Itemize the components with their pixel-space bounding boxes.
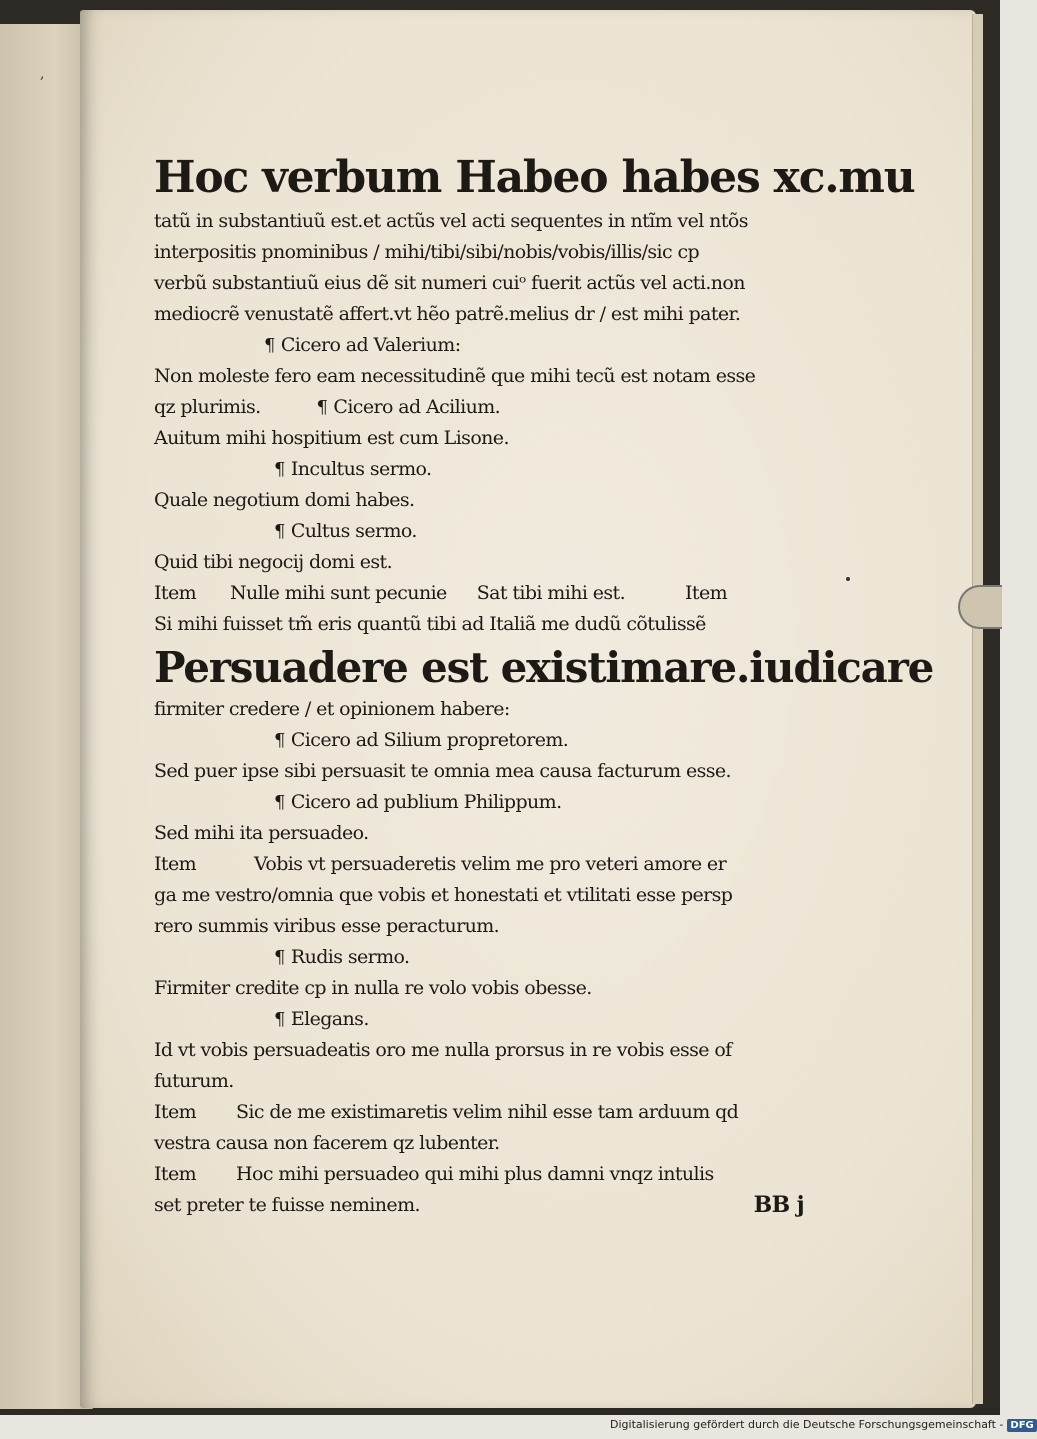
body-line: tatũ in substantiuũ est.et actũs vel acti sequentes in ntĩm vel ntõs — [154, 210, 748, 232]
pilcrow-icon: ¶ — [316, 397, 328, 418]
body-line: vestra causa non facerem qz lubenter. — [154, 1132, 500, 1154]
signature-mark: BB j — [753, 1192, 804, 1218]
body-line: Item Sic de me existimaretis velim nihil esse tam arduum qd — [154, 1101, 739, 1123]
body-line: Item Hoc mihi persuadeo qui mihi plus damni vnqz intulis — [154, 1163, 714, 1185]
body-line: Sed mihi ita persuadeo. — [154, 822, 369, 844]
ink-dot — [846, 577, 850, 581]
rubric: ¶ Cicero ad Silium propretorem. — [274, 729, 569, 751]
body-line: Id vt vobis persuadeatis oro me nulla prorsus in re vobis esse of — [154, 1039, 732, 1061]
dfg-logo-icon: DFG — [1007, 1419, 1036, 1432]
pilcrow-icon: ¶ — [274, 521, 285, 542]
heading-habeo: Hoc verbum Habeo habes xc.mu — [154, 152, 915, 203]
body-line: verbũ substantiuũ eius dẽ sit numeri cuiᵒ fuerit actũs vel acti.non — [154, 272, 745, 294]
page-tab — [958, 585, 1002, 629]
rubric: ¶ Cicero ad publium Philippum. — [274, 791, 562, 813]
body-line: Quid tibi negocij domi est. — [154, 551, 393, 573]
rubric: ¶ Incultus sermo. — [274, 458, 432, 480]
body-line: Sed puer ipse sibi persuasit te omnia mea causa facturum esse. — [154, 760, 731, 782]
body-line: Item Nulle mihi sunt pecunie Sat tibi mihi est. Item — [154, 582, 728, 604]
rubric: ¶ Cultus sermo. — [274, 520, 417, 542]
body-line: Item Vobis vt persuaderetis velim me pro veteri amore er — [154, 853, 727, 875]
body-line: set preter te fuisse neminem. BB j — [154, 1190, 804, 1221]
body-line: interpositis pnominibus / mihi/tibi/sibi/nobis/vobis/illis/sic cp — [154, 241, 700, 263]
body-line: Non moleste fero eam necessitudinẽ que mihi tecũ est notam esse — [154, 365, 756, 387]
page-edge — [972, 14, 983, 1404]
body-line: Firmiter credite cp in nulla re volo vobis obesse. — [154, 977, 592, 999]
footer-credit: Digitalisierung gefördert durch die Deutsche Forschungsgemeinschaft - DFG — [610, 1418, 1037, 1432]
pilcrow-icon: ¶ — [274, 947, 285, 968]
body-line: Auitum mihi hospitium est cum Lisone. — [154, 427, 509, 449]
body-line: mediocrẽ venustatẽ affert.vt hẽo patrẽ.melius dr / est mihi pater. — [154, 303, 741, 325]
body-line: futurum. — [154, 1070, 234, 1092]
page-text — [154, 150, 934, 1221]
body-line: rero summis viribus esse peracturum. — [154, 915, 500, 937]
body-line: firmiter credere / et opinionem habere: — [154, 698, 510, 720]
rubric: ¶ Cicero ad Valerium: — [264, 334, 461, 356]
pilcrow-icon: ¶ — [274, 459, 285, 480]
pilcrow-icon: ¶ — [274, 730, 285, 751]
body-line: ga me vestro/omnia que vobis et honestati et vtilitati esse persp — [154, 884, 733, 906]
pilcrow-icon: ¶ — [274, 792, 285, 813]
body-line: Si mihi fuisset tm̃ eris quantũ tibi ad Italiã me dudũ cõtulissẽ — [154, 613, 706, 635]
body-line: Quale negotium domi habes. — [154, 489, 415, 511]
pilcrow-icon: ¶ — [274, 1009, 285, 1030]
pilcrow-icon: ¶ — [264, 335, 275, 356]
body-line: qz plurimis. ¶ Cicero ad Acilium. — [154, 396, 501, 418]
left-page-mark: , — [40, 66, 45, 82]
rubric: ¶ Rudis sermo. — [274, 946, 410, 968]
heading-persuadere: Persuadere est existimare.iudicare — [154, 643, 934, 692]
rubric: ¶ Elegans. — [274, 1008, 369, 1030]
